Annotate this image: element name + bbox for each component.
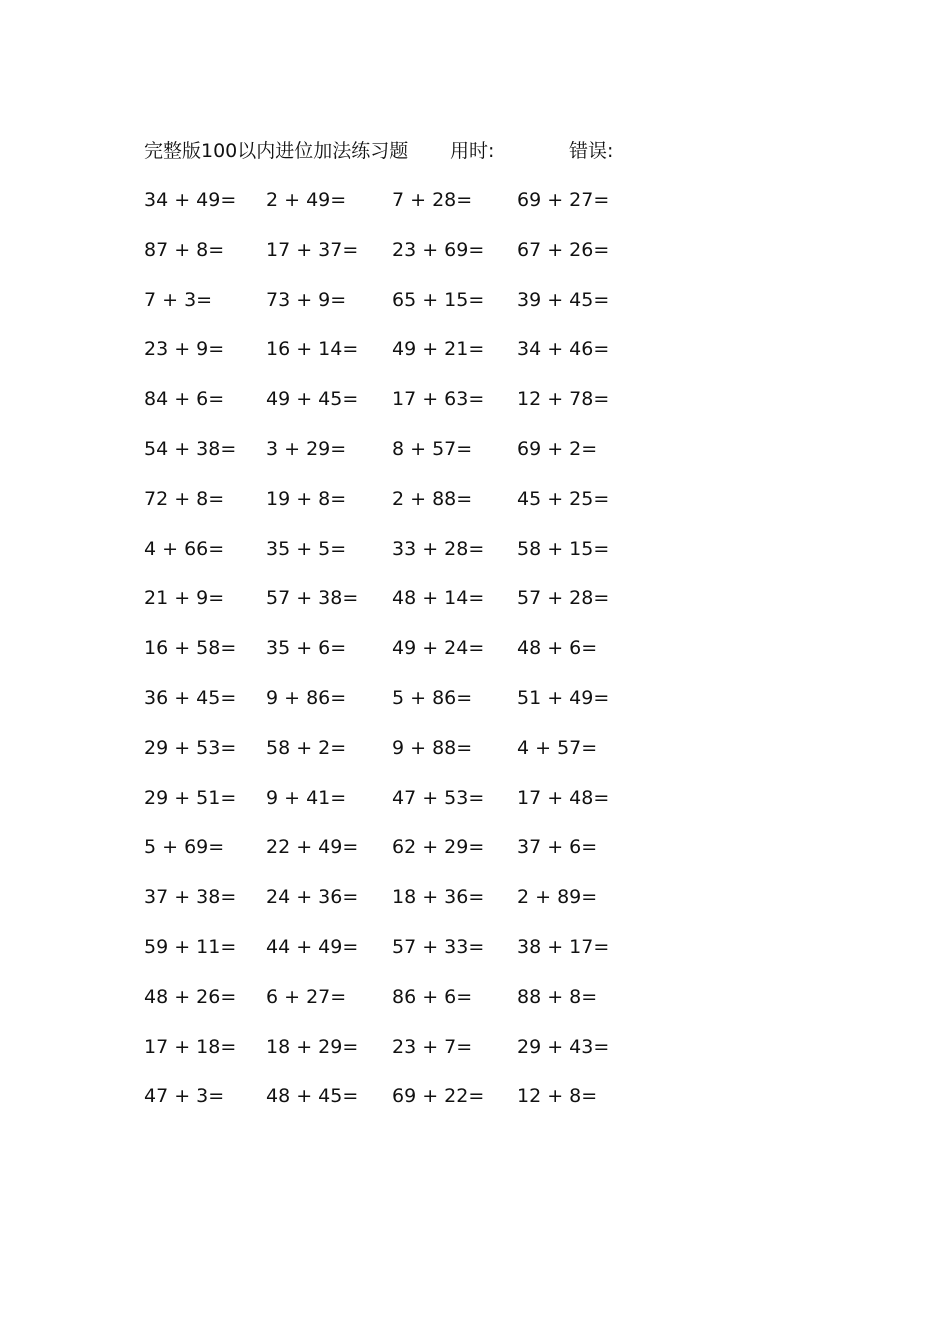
problem-row: [0, 784, 950, 834]
problem-item: 39 + 45=: [517, 288, 610, 311]
problem-item: 2 + 89=: [517, 886, 598, 909]
problem-item: 37 + 38=: [144, 886, 237, 909]
problem-item: 19 + 8=: [266, 487, 347, 510]
problem-item: 57 + 28=: [517, 587, 610, 610]
problem-item: 44 + 49=: [266, 935, 359, 958]
problem-item: 49 + 45=: [266, 388, 359, 411]
problem-item: 29 + 51=: [144, 786, 237, 809]
problem-item: 54 + 38=: [144, 437, 237, 460]
problem-row: [0, 335, 950, 385]
problem-item: 23 + 9=: [144, 338, 225, 361]
problem-item: 73 + 9=: [266, 288, 347, 311]
problem-item: 18 + 36=: [392, 886, 485, 909]
errors-label: 错误:: [569, 140, 614, 162]
problem-item: 7 + 28=: [392, 189, 473, 211]
problem-item: 16 + 14=: [266, 338, 359, 361]
problem-item: 51 + 49=: [517, 686, 610, 709]
problem-row: [0, 485, 950, 535]
problem-row: [0, 634, 950, 684]
problem-item: 57 + 33=: [392, 935, 485, 958]
problem-item: 29 + 53=: [144, 736, 237, 759]
problem-item: 58 + 2=: [266, 736, 347, 759]
problem-row: [0, 883, 950, 933]
problem-item: 17 + 18=: [144, 1035, 237, 1058]
problem-item: 8 + 57=: [392, 437, 473, 460]
problem-item: 7 + 3=: [144, 288, 213, 311]
problem-item: 58 + 15=: [517, 537, 610, 560]
problem-item: 87 + 8=: [144, 238, 225, 261]
problem-item: 84 + 6=: [144, 388, 225, 411]
problem-item: 17 + 37=: [266, 238, 359, 261]
problem-item: 86 + 6=: [392, 985, 473, 1008]
problem-item: 37 + 6=: [517, 836, 598, 859]
problem-row: [0, 983, 950, 1033]
problem-row: [0, 286, 950, 336]
problem-item: 59 + 11=: [144, 935, 237, 958]
problem-item: 34 + 49=: [144, 189, 237, 211]
problem-item: 33 + 28=: [392, 537, 485, 560]
problem-item: 47 + 53=: [392, 786, 485, 809]
problem-item: 35 + 6=: [266, 637, 347, 660]
problem-item: 17 + 48=: [517, 786, 610, 809]
problem-item: 5 + 86=: [392, 686, 473, 709]
problem-row: [0, 933, 950, 983]
problem-item: 62 + 29=: [392, 836, 485, 859]
problem-item: 9 + 88=: [392, 736, 473, 759]
problem-item: 6 + 27=: [266, 985, 347, 1008]
problem-row: [0, 435, 950, 485]
problem-item: 47 + 3=: [144, 1085, 225, 1108]
problem-item: 48 + 14=: [392, 587, 485, 610]
problem-row: [0, 535, 950, 585]
problem-item: 9 + 41=: [266, 786, 347, 809]
problem-item: 5 + 69=: [144, 836, 225, 859]
problem-item: 45 + 25=: [517, 487, 610, 510]
problem-row: [0, 734, 950, 784]
problem-item: 29 + 43=: [517, 1035, 610, 1058]
problem-row: [0, 833, 950, 883]
problem-item: 2 + 49=: [266, 189, 347, 211]
problem-item: 38 + 17=: [517, 935, 610, 958]
problem-item: 69 + 22=: [392, 1085, 485, 1108]
problem-item: 17 + 63=: [392, 388, 485, 411]
problem-item: 4 + 57=: [517, 736, 598, 759]
problem-item: 4 + 66=: [144, 537, 225, 560]
problem-grid: [0, 186, 950, 1132]
problem-item: 88 + 8=: [517, 985, 598, 1008]
problem-item: 49 + 21=: [392, 338, 485, 361]
problem-item: 48 + 6=: [517, 637, 598, 660]
problem-item: 65 + 15=: [392, 288, 485, 311]
worksheet-title: 完整版100以内进位加法练习题: [144, 140, 409, 162]
problem-item: 2 + 88=: [392, 487, 473, 510]
problem-item: 34 + 46=: [517, 338, 610, 361]
problem-item: 16 + 58=: [144, 637, 237, 660]
problem-item: 3 + 29=: [266, 437, 347, 460]
problem-item: 21 + 9=: [144, 587, 225, 610]
problem-item: 69 + 2=: [517, 437, 598, 460]
problem-row: [0, 584, 950, 634]
problem-item: 22 + 49=: [266, 836, 359, 859]
problem-item: 57 + 38=: [266, 587, 359, 610]
problem-item: 35 + 5=: [266, 537, 347, 560]
time-label: 用时:: [450, 140, 495, 162]
problem-item: 48 + 26=: [144, 985, 237, 1008]
problem-row: [0, 1082, 950, 1132]
problem-item: 24 + 36=: [266, 886, 359, 909]
problem-row: [0, 186, 950, 236]
problem-item: 12 + 8=: [517, 1085, 598, 1108]
problem-row: [0, 385, 950, 435]
problem-item: 23 + 69=: [392, 238, 485, 261]
problem-item: 23 + 7=: [392, 1035, 473, 1058]
problem-row: [0, 1033, 950, 1083]
problem-item: 72 + 8=: [144, 487, 225, 510]
problem-item: 12 + 78=: [517, 388, 610, 411]
problem-item: 69 + 27=: [517, 189, 610, 211]
problem-item: 9 + 86=: [266, 686, 347, 709]
problem-item: 36 + 45=: [144, 686, 237, 709]
problem-item: 48 + 45=: [266, 1085, 359, 1108]
problem-item: 67 + 26=: [517, 238, 610, 261]
problem-item: 18 + 29=: [266, 1035, 359, 1058]
worksheet-header: [0, 138, 950, 164]
problem-item: 49 + 24=: [392, 637, 485, 660]
problem-row: [0, 684, 950, 734]
problem-row: [0, 236, 950, 286]
